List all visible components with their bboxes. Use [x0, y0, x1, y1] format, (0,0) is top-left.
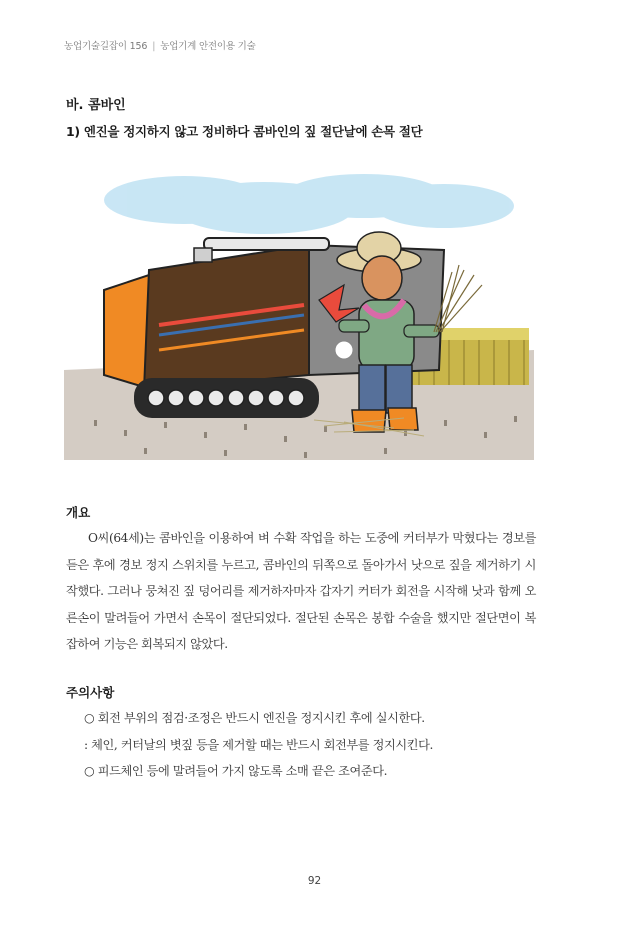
running-head: [64, 38, 256, 52]
page-number: 92: [307, 875, 322, 887]
caution-list: [84, 705, 534, 785]
caution-item: : 체인, 커터날의 볏짚 등을 제거할 때는 반드시 회전부를 정지시킨다.: [84, 737, 433, 752]
combine-accident-illustration: [64, 160, 534, 470]
header-separator: |: [152, 41, 156, 52]
overview-paragraph: O씨(64세)는 콤바인을 이용하여 벼 수확 작업을 하는 도중에 커터부가 막혔다는 경보를 듣은 후에 경보 정지 스위치를 누르고, 콤바인의 뒤쪽으로 돌아가서 낫으로 짚을 제거하기 시작했다. 그러나 뭉쳐진 짚 덩어리를 제거하자마자 갑자기 커터가 회전을 시작해 낫과 함께 오른손이 말려들어 가면서 손목이 절단되었다. 절단된 손목은 봉합 수술을 했지만 절단면이 복잡하여 기능은 회복되지 않았다.: [66, 531, 536, 651]
chapter-title: 농업기계 안전이용 기술: [160, 41, 256, 52]
caution-item: ○ 회전 부위의 점검·조정은 반드시 엔진을 정지시킨 후에 실시한다.: [84, 711, 425, 725]
book-title: 농업기술길잡이 156: [64, 41, 148, 52]
cloud-group: [104, 174, 514, 234]
section-title: 바. 콤바인: [66, 98, 126, 113]
subsection-title: 1) 엔진을 정지하지 않고 정비하다 콤바인의 짚 절단날에 손목 절단: [66, 124, 423, 139]
caution-heading: 주의사항: [66, 685, 115, 700]
caution-item: ○ 피드체인 등에 말려들어 가지 않도록 소매 끝은 조여준다.: [84, 764, 388, 778]
overview-heading: 개요: [66, 505, 91, 520]
